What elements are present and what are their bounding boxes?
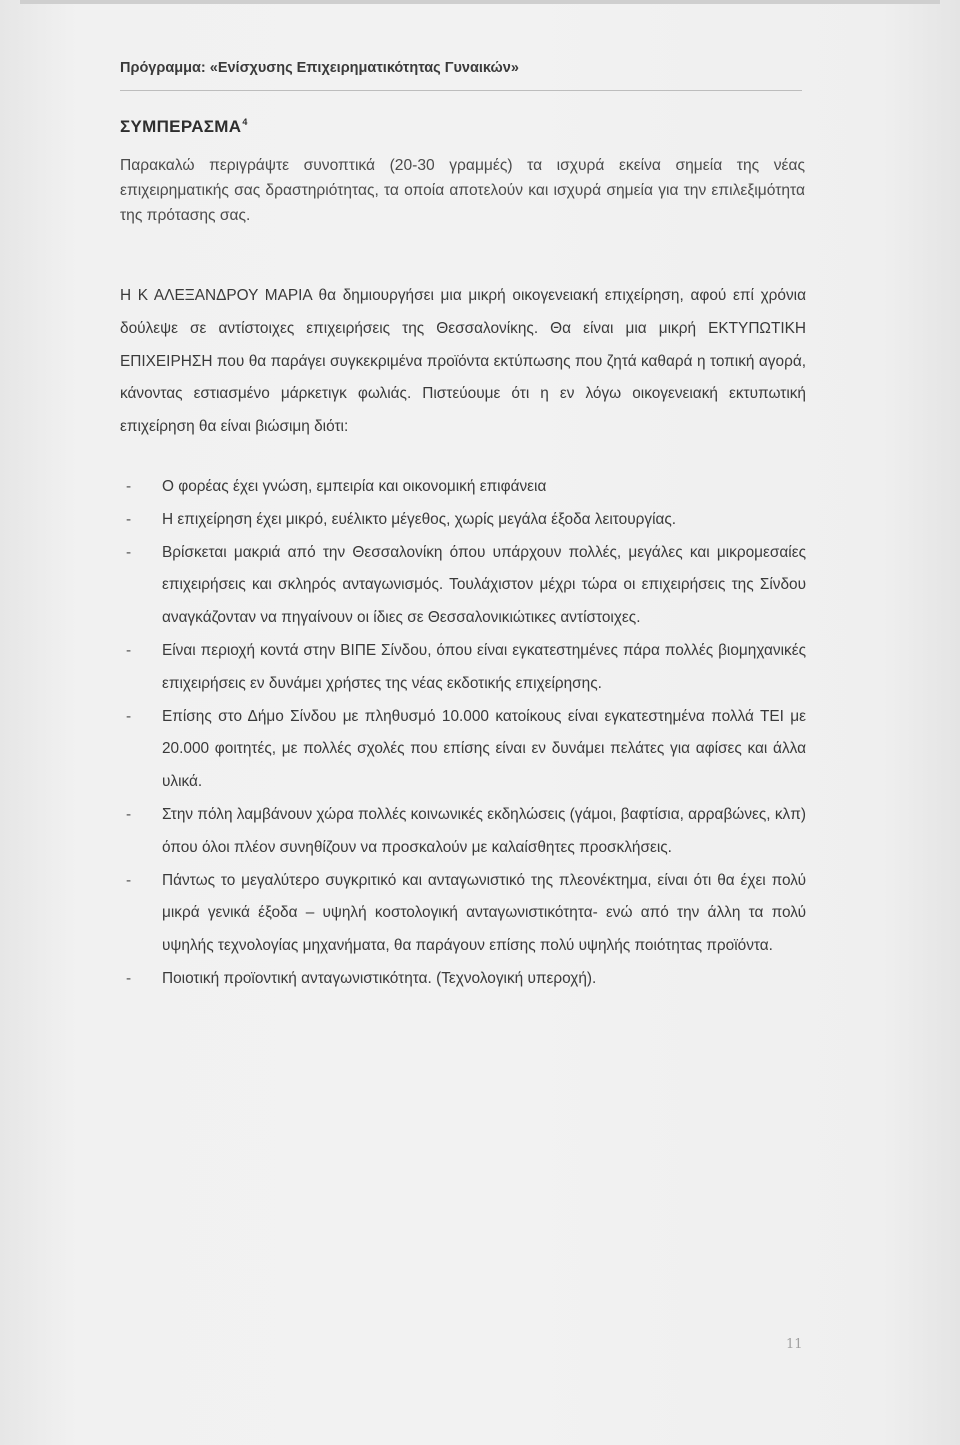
list-item-text: Βρίσκεται μακριά από την Θεσσαλονίκη όπου υπάρχουν πολλές, μεγάλες και μικρομεσαίες επιχειρήσεις και σκληρός ανταγωνισμός. Τουλάχιστον μέχρι τώρα οι επιχειρήσεις της Σίνδου αναγκάζονταν να πηγαίνουν οι ίδιες σε Θεσσαλονικιώτικες αντίστοιχες. bbox=[162, 543, 806, 627]
page-number: 11 bbox=[786, 1337, 803, 1352]
program-header: Πρόγραμμα: «Ενίσχυσης Επιχειρηματικότητας Γυναικών» bbox=[120, 60, 802, 91]
bullet-dash: - bbox=[126, 805, 132, 823]
page-top-edge bbox=[20, 0, 940, 4]
section-title-text: ΣΥΜΠΕΡΑΣΜΑ bbox=[120, 117, 242, 136]
list-item bbox=[120, 963, 806, 996]
list-item-text: Είναι περιοχή κοντά στην ΒΙΠΕ Σίνδου, όπου είναι εγκατεστημένες πάρα πολλές βιομηχανικές επιχειρήσεις εν δυνάμει χρήστες της νέας εκδοτικής επιχείρησης. bbox=[162, 641, 806, 692]
bullet-dash: - bbox=[126, 641, 132, 659]
list-item-text: Στην πόλη λαμβάνουν χώρα πολλές κοινωνικές εκδηλώσεις (γάμοι, βαφτίσια, αρραβώνες, κλπ) όπου όλοι πλέον συνηθίζουν να προσκαλούν με καλαίσθητες προσκλήσεις. bbox=[162, 805, 806, 856]
bullet-dash: - bbox=[126, 478, 132, 495]
list-item bbox=[120, 701, 806, 799]
bullet-dash: - bbox=[126, 707, 132, 725]
list-item-text: Η επιχείρηση έχει μικρό, ευέλικτο μέγεθος, χωρίς μεγάλα έξοδα λειτουργίας. bbox=[162, 510, 677, 528]
body-paragraph: Η Κ ΑΛΕΞΑΝΔΡΟΥ ΜΑΡΙΑ θα δημιουργήσει μια μικρή οικογενειακή επιχείρηση, αφού επί χρόνια δούλεψε σε αντίστοιχες επιχειρήσεις της Θεσσαλονίκης. Θα είναι μια μικρή ΕΚΤΥΠΩΤΙΚΗ ΕΠΙΧΕΙΡΗΣΗ που θα παράγει συγκεκριμένα προϊόντα εκτύπωσης που ζητά καθαρά η τοπική αγορά, κάνοντας εστιασμένο μάρκετιγκ φωλιάς. Πιστεύουμε ότι η εν λόγω οικογενειακή εκτυπωτική επιχείρηση θα είναι βιώσιμη διότι: bbox=[120, 287, 806, 436]
list-item-text: Επίσης στο Δήμο Σίνδου με πληθυσμό 10.000 κατοίκους είναι εγκατεστημένα πολλά ΤΕΙ με 20.000 φοιτητές, με πολλές σχολές που επίσης είναι εν δυνάμει πελάτες για αφίσες και άλλα υλικά. bbox=[162, 707, 806, 791]
list-item bbox=[120, 865, 806, 963]
bullet-dash: - bbox=[126, 969, 132, 987]
list-item bbox=[120, 504, 806, 537]
list-item bbox=[120, 799, 806, 865]
list-item-text: Πάντως το μεγαλύτερο συγκριτικό και ανταγωνιστικό της πλεονέκτημα, είναι ότι θα έχει πολύ μικρά γενικά έξοδα – υψηλή κοστολογική ανταγωνιστικότητα- ενώ από την άλλη τα πολύ υψηλής τεχνολογίας μηχανήματα, θα παράγουν επίσης πολύ υψηλής ποιότητας προϊόντα. bbox=[162, 871, 806, 955]
reasons-list bbox=[120, 471, 806, 996]
list-item-text: Ο φορέας έχει γνώση, εμπειρία και οικονομική επιφάνεια bbox=[162, 478, 547, 495]
bullet-dash: - bbox=[126, 871, 132, 889]
section-title bbox=[120, 117, 248, 137]
bullet-dash: - bbox=[126, 543, 132, 561]
list-item bbox=[120, 471, 806, 504]
footnote-marker: 4 bbox=[242, 117, 248, 127]
list-item-text: Ποιοτική προϊοντική ανταγωνιστικότητα. (Τεχνολογική υπεροχή). bbox=[162, 969, 597, 987]
list-item bbox=[120, 635, 806, 701]
section-prompt: Παρακαλώ περιγράψτε συνοπτικά (20-30 γραμμές) τα ισχυρά εκείνα σημεία της νέας επιχειρηματικής σας δραστηριότητας, τα οποία αποτελούν και ισχυρά σημεία για την επιλεξιμότητα της πρότασης σας. bbox=[120, 157, 805, 224]
list-item bbox=[120, 537, 806, 635]
bullet-dash: - bbox=[126, 510, 132, 528]
